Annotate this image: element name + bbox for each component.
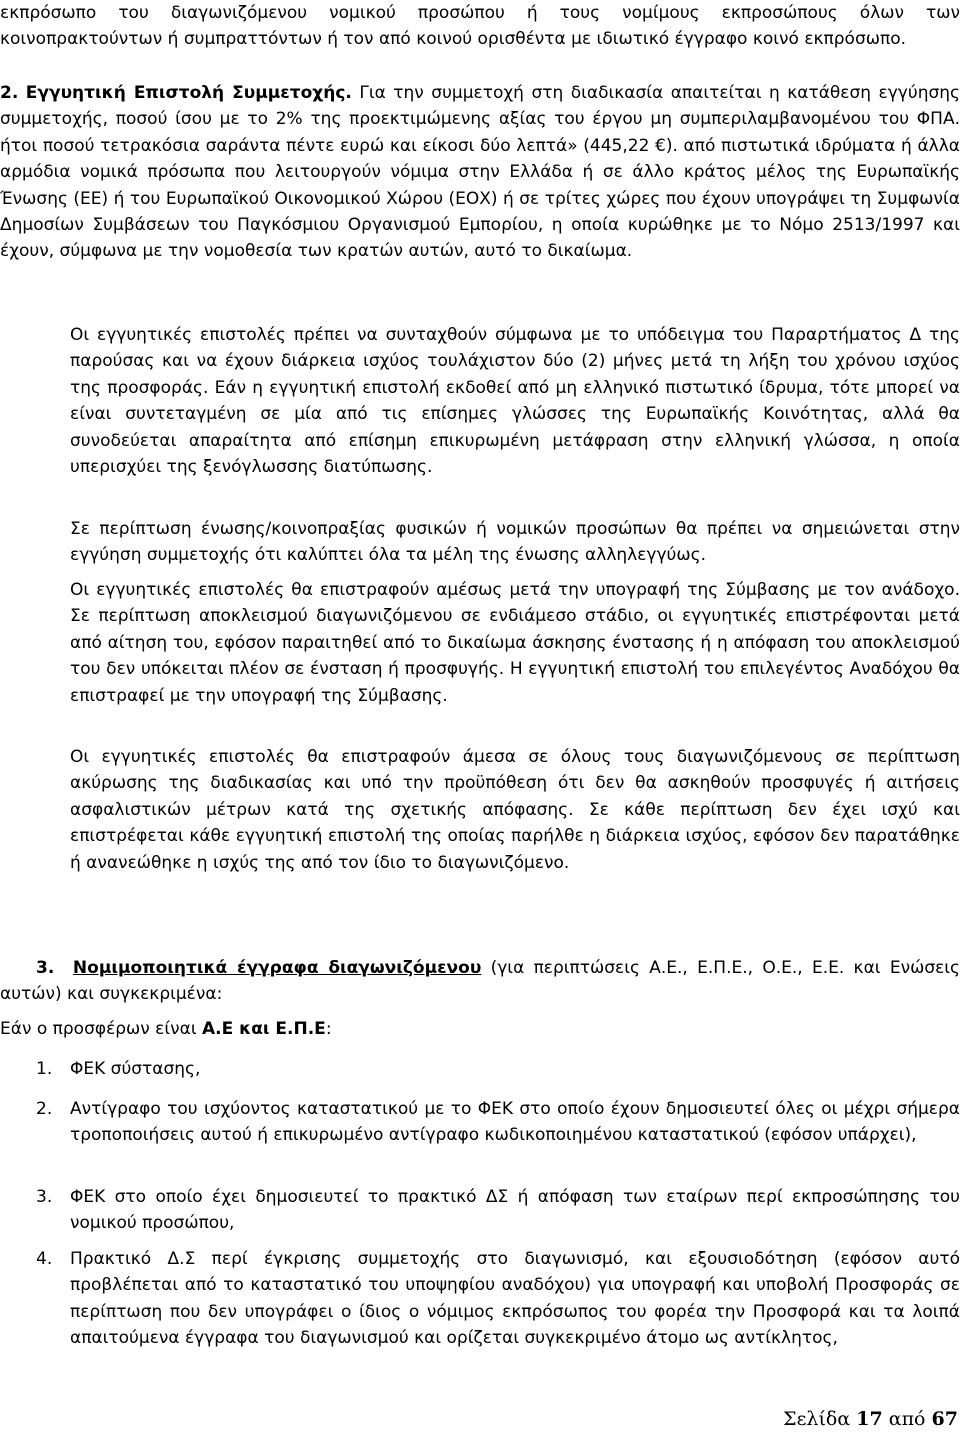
intro-paragraph: εκπρόσωπο του διαγωνιζόμενου νομικού προσώπου ή τους νομίμους εκπροσώπους όλων των κοινοπρακτούντων ή συμπραττόντων ή τον από κοινού ορισθέντα με ιδιωτικό έγγραφο κοινό εκπρόσωπο. <box>0 3 960 50</box>
footer-total-pages: 67 <box>931 1408 958 1430</box>
list-item: ΦΕΚ σύστασης, <box>70 1059 201 1079</box>
section-2-title: Εγγυητική Επιστολή Συμμετοχής. <box>25 83 352 103</box>
footer-page-word: Σελίδα <box>783 1408 851 1430</box>
list-item: ΦΕΚ στο οποίο έχει δημοσιευτεί το πρακτικό ΔΣ ή απόφαση των εταίρων περί εκπροσώπησης του νομικού προσώπου, <box>70 1187 960 1234</box>
list-item-number: 4. <box>36 1249 53 1269</box>
ae-line-bold: Α.Ε και Ε.Π.Ε <box>201 1019 326 1039</box>
ae-line-suffix: : <box>325 1019 332 1039</box>
list-item-number: 3. <box>36 1187 53 1207</box>
union-paragraph: Σε περίπτωση ένωσης/κοινοπραξίας φυσικών ή νομικών προσώπων θα πρέπει να σημειώνεται στην εγγύηση συμμετοχής ότι καλύπτει όλα τα μέλη της ένωσης αλληλεγγύως. <box>70 519 960 566</box>
section-3-title: Νομιμοποιητικά έγγραφα διαγωνιζόμενου <box>72 958 482 978</box>
footer-of-word: από <box>888 1408 926 1430</box>
guarantee-forms-paragraph: Οι εγγυητικές επιστολές πρέπει να συνταχθούν σύμφωνα με το υπόδειγμα του Παραρτήματος Δ της παρούσας και να έχουν διάρκεια ισχύος τουλάχιστον δύο (2) μήνες μετά τη λήξη του χρόνου ισχύος της προσφοράς. Εάν η εγγυητική επιστολή εκδοθεί από μη ελληνικό πιστωτικό ίδρυμα, τότε μπορεί να είναι συντεταγμένη σε μία από τις επίσημες γλώσσες της Ευρωπαϊκής Κοινότητας, αλλά θα συνοδεύεται απαραίτητα από επίσημη επικυρωμένη μετάφραση στην ελληνική γλώσσα, η οποία υπερισχύει της ξενόγλωσσης διατύπωσης. <box>70 325 960 478</box>
page-number-footer <box>783 1408 958 1430</box>
list-item: Αντίγραφο του ισχύοντος καταστατικού με το ΦΕΚ στο οποίο έχουν δημοσιευτεί όλες οι μέχρι σήμερα τροποποιήσεις αυτού ή επικυρωμένο αντίγραφο κωδικοποιημένου καταστατικού (εφόσον υπάρχει), <box>70 1099 960 1146</box>
list-item-number: 1. <box>36 1059 53 1079</box>
section-3-number: 3. <box>36 958 55 978</box>
footer-current-page: 17 <box>856 1408 883 1430</box>
section-3-text: (για περιπτώσεις Α.Ε., Ε.Π.Ε., Ο.Ε., Ε.Ε. και Ενώσεις αυτών) και συγκεκριμένα: <box>0 958 960 1005</box>
cancellation-paragraph: Οι εγγυητικές επιστολές θα επιστραφούν άμεσα σε όλους τους διαγωνιζόμενους σε περίπτωση ακύρωσης της διαδικασίας και υπό την προϋπόθεση ότι δεν θα ασκηθούν προσφυγές ή αιτήσεις ασφαλιστικών μέτρων κατά της σχετικής απόφασης. Σε κάθε περίπτωση δεν έχει ισχύ και επιστρέφεται κάθε εγγυητική επιστολή της οποίας παρήλθε η διάρκεια ισχύος, εφόσον δεν παρατάθηκε ή ανανεώθηκε η ισχύς της από τον ίδιο το διαγωνιζόμενο. <box>70 747 960 873</box>
section-2-paragraph <box>0 80 960 265</box>
ae-line <box>0 1016 960 1042</box>
section-3-paragraph <box>0 955 960 1008</box>
section-2-text: Για την συμμετοχή στη διαδικασία απαιτείται η κατάθεση εγγύησης συμμετοχής, ποσού ίσου με το 2% της προεκτιμώμενης αξίας του έργου μη συμπεριλαμβανομένου του ΦΠΑ. ήτοι ποσού τετρακόσια σαράντα πέντε ευρώ και είκοσι δύο λεπτά» (445,22 €). από πιστωτικά ιδρύματα ή άλλα αρμόδια νομικά πρόσωπα που λειτουργούν νόμιμα στην Ελλάδα ή σε άλλο κράτος μέλος της Ευρωπαϊκής Ένωσης (ΕΕ) ή του Ευρωπαϊκού Οικονομικού Χώρου (ΕΟΧ) ή σε τρίτες χώρες που έχουν υπογράψει τη Συμφωνία Δημοσίων Συμβάσεων του Παγκόσμιου Οργανισμού Εμπορίου, η οποία κυρώθηκε με το Νόμο 2513/1997 και έχουν, σύμφωνα με την νομοθεσία των κρατών αυτών, αυτό το δικαίωμα. <box>0 83 960 262</box>
ae-line-prefix: Εάν ο προσφέρων είναι <box>0 1019 202 1039</box>
list-item: Πρακτικό Δ.Σ περί έγκρισης συμμετοχής στο διαγωνισμό, και εξουσιοδότηση (εφόσον αυτό προβλέπεται από το καταστατικό του υποψηφίου αναδόχου) για υπογραφή και υποβολή Προσφοράς σε περίπτωση που δεν υπογράφει ο ίδιος ο νόμιμος εκπρόσωπος του φορέα την Προσφορά και τα λοιπά απαιτούμενα έγγραφα του διαγωνισμού και ορίζεται συγκεκριμένο άτομο ως αντίκλητος, <box>70 1249 960 1349</box>
return-paragraph: Οι εγγυητικές επιστολές θα επιστραφούν αμέσως μετά την υπογραφή της Σύμβασης με τον ανάδοχο. Σε περίπτωση αποκλεισμού διαγωνιζόμενου σε ενδιάμεσο στάδιο, οι εγγυητικές επιστρέφονται μετά από αίτηση του, εφόσον παραιτηθεί από το δικαίωμα άσκησης ένστασης ή η απόφαση του αποκλεισμού του δεν υπόκειται πλέον σε ένσταση ή προσφυγής. Η εγγυητική επιστολή του επιλεγέντος Αναδόχου θα επιστραφεί με την υπογραφή της Σύμβασης. <box>70 580 960 706</box>
list-item-number: 2. <box>36 1099 53 1119</box>
section-2-number: 2. <box>0 83 19 103</box>
